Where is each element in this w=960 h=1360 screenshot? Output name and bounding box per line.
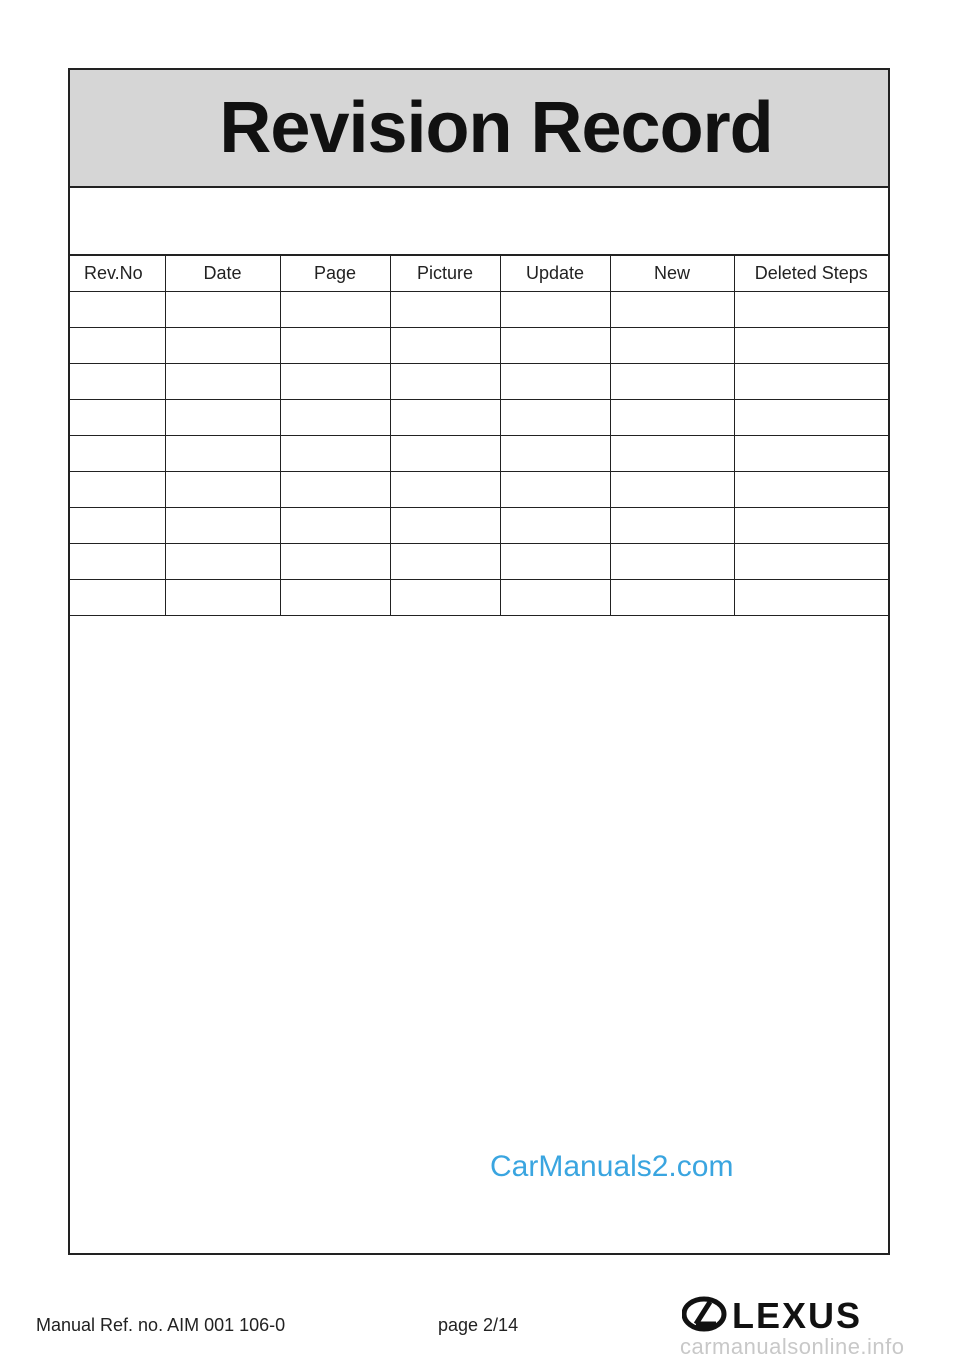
table-cell xyxy=(610,472,734,508)
table-cell xyxy=(280,580,390,616)
table-cell xyxy=(500,544,610,580)
table-row xyxy=(70,436,888,472)
table-cell xyxy=(734,544,888,580)
table-cell xyxy=(70,364,165,400)
table-cell xyxy=(610,508,734,544)
page-title: Revision Record xyxy=(219,88,773,168)
table-cell xyxy=(70,580,165,616)
table-header-row xyxy=(70,256,888,292)
table-cell xyxy=(70,436,165,472)
blank-band xyxy=(70,188,888,256)
table-cell xyxy=(70,508,165,544)
table-row xyxy=(70,544,888,580)
table-row xyxy=(70,364,888,400)
table-cell xyxy=(610,436,734,472)
table-cell xyxy=(165,508,280,544)
table-cell xyxy=(165,292,280,328)
table-cell xyxy=(70,544,165,580)
site-url: carmanualsonline.info xyxy=(680,1334,905,1359)
table-cell xyxy=(500,580,610,616)
revision-record-frame xyxy=(68,68,890,1255)
table-cell xyxy=(610,292,734,328)
table-cell xyxy=(280,328,390,364)
table-row xyxy=(70,472,888,508)
table-cell xyxy=(390,580,500,616)
table-cell xyxy=(610,400,734,436)
table-row xyxy=(70,508,888,544)
table-cell xyxy=(165,328,280,364)
title-band xyxy=(70,70,888,188)
table-cell xyxy=(70,400,165,436)
table-cell xyxy=(165,364,280,400)
table-row xyxy=(70,328,888,364)
table-row xyxy=(70,580,888,616)
table-cell xyxy=(734,364,888,400)
table-cell xyxy=(165,400,280,436)
column-header-rev-no: Rev.No xyxy=(70,256,165,292)
table-cell xyxy=(280,472,390,508)
table-cell xyxy=(610,364,734,400)
table-cell xyxy=(610,328,734,364)
table-cell xyxy=(70,292,165,328)
table-cell xyxy=(734,328,888,364)
table-cell xyxy=(500,508,610,544)
page-number: page 2/14 xyxy=(438,1315,519,1335)
table-cell xyxy=(70,472,165,508)
table-row xyxy=(70,292,888,328)
revision-table xyxy=(70,256,888,616)
table-cell xyxy=(734,580,888,616)
logo-wordmark: LEXUS xyxy=(732,1296,863,1332)
table-cell xyxy=(734,508,888,544)
lexus-logo-icon xyxy=(682,1296,938,1332)
table-cell xyxy=(390,508,500,544)
column-header-picture: Picture xyxy=(390,256,500,292)
table-cell xyxy=(280,544,390,580)
table-row xyxy=(70,400,888,436)
table-cell xyxy=(734,292,888,328)
table-cell xyxy=(734,400,888,436)
table-cell xyxy=(500,328,610,364)
column-header-deleted-steps: Deleted Steps xyxy=(734,256,888,292)
table-cell xyxy=(280,508,390,544)
table-cell xyxy=(734,472,888,508)
table-cell xyxy=(390,328,500,364)
table-cell xyxy=(390,544,500,580)
table-cell xyxy=(390,292,500,328)
table-cell xyxy=(500,436,610,472)
table-cell xyxy=(390,400,500,436)
table-cell xyxy=(734,436,888,472)
column-header-date: Date xyxy=(165,256,280,292)
table-cell xyxy=(500,364,610,400)
table-cell xyxy=(280,364,390,400)
table-cell xyxy=(165,436,280,472)
column-header-page: Page xyxy=(280,256,390,292)
table-cell xyxy=(390,472,500,508)
column-header-update: Update xyxy=(500,256,610,292)
column-header-new: New xyxy=(610,256,734,292)
table-cell xyxy=(70,328,165,364)
table-cell xyxy=(280,292,390,328)
table-cell xyxy=(280,400,390,436)
table-cell xyxy=(500,292,610,328)
table-cell xyxy=(280,436,390,472)
table-cell xyxy=(390,364,500,400)
table-cell xyxy=(165,544,280,580)
table-cell xyxy=(500,472,610,508)
table-cell xyxy=(165,472,280,508)
table-cell xyxy=(610,580,734,616)
table-cell xyxy=(390,436,500,472)
table-cell xyxy=(610,544,734,580)
table-cell xyxy=(165,580,280,616)
manual-reference: Manual Ref. no. AIM 001 106-0 xyxy=(36,1315,286,1335)
table-cell xyxy=(500,400,610,436)
watermark-text: CarManuals2.com xyxy=(490,1150,734,1183)
